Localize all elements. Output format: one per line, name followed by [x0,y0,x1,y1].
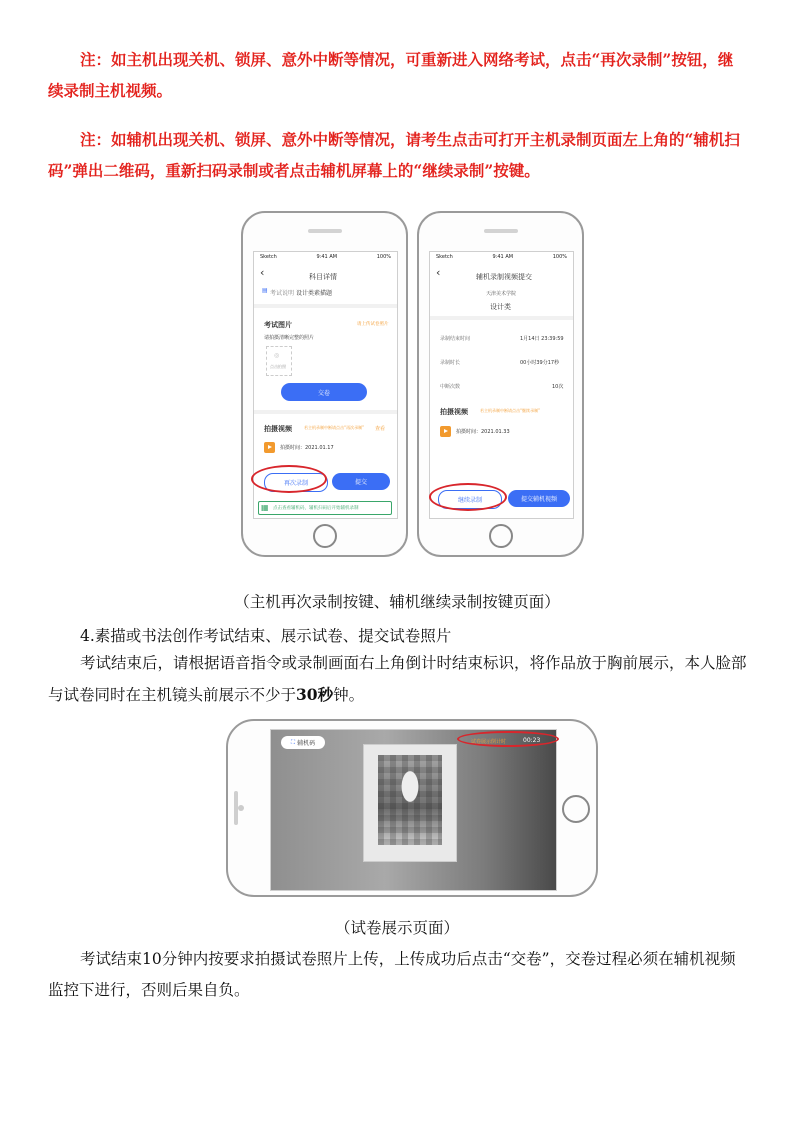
submit-paper-button[interactable]: 交卷 [281,383,367,401]
screen-title: 辅机录制视频提交 [476,273,532,281]
photos-title: 考试图片 [264,321,292,329]
phone-right-screen: Sketch 9:41 AM 100% ‹ 辅机录制视频提交 天津美术学院 设计类 录制结束时间 1月14日 23:39:59 录制时长 00小时39分17秒 中断次数 10次 拍摄视频 若主机录制中断请点击“继续录制” 拍摄时间：2021.01.33 继续录制 提交辅机视频 [429,251,574,519]
upload-photo-box[interactable]: ◎ 点击拍照 [266,346,292,376]
submit-aux-video-button[interactable]: 提交辅机视频 [508,490,570,507]
scan-tip-bar[interactable]: ▦ 点击查看辅机码，辅机扫码后开始辅机录制 [258,501,392,515]
back-icon[interactable]: ‹ [260,266,265,279]
phone-left [241,211,408,557]
category: 设计类 [490,303,511,311]
home-button[interactable] [562,795,590,823]
countdown-value: 00:23 [523,737,541,744]
figure-caption-2: （试卷展示页面） [334,919,459,937]
exam-note-icon: ▤ [262,287,268,294]
row-label: 录制时长 [440,360,461,366]
row-label: 中断次数 [440,384,461,390]
shot-time: 拍摄时间：2021.01.33 [456,429,510,435]
exam-paper-image [363,744,457,862]
pixelated-drawing [378,755,442,845]
paragraph-exam-end: 考试结束后，请根据语音指令或录制画面右上角倒计时结束标识，将作品放于胸前展示，本人脸部与试卷同时在主机镜头前展示不少于30秒钟。 [48,654,747,704]
video-hint: 若主机录制中断请点击“继续录制” [480,408,541,413]
note-aux-continue: 注：如辅机出现关机、锁屏、意外中断等情况，请考生点击可打开主机录制页面左上角的“辅机扫码”弹出二维码，重新扫码录制或者点击辅机屏幕上的“继续录制”按键。 [48,130,740,180]
video-title: 拍摄视频 [440,408,468,416]
video-title: 拍摄视频 [264,425,292,433]
highlight-continue [429,483,507,511]
highlight-rerecord [251,465,327,493]
exam-note-label: 考试说明 [270,290,295,297]
aux-code-button[interactable]: ⛶ 辅机码 [281,736,325,749]
video-hint: 若主机录制中断请点击“再次录制” [304,425,365,430]
countdown-label: 试卷展示倒计时 [471,739,507,745]
exam-note-value: 设计类素描题 [296,290,333,297]
phone-right [417,211,584,557]
shot-time: 拍摄时间：2021.01.17 [280,445,334,451]
row-label: 录制结束时间 [440,336,471,342]
row-value: 00小时39分17秒 [520,360,560,366]
play-icon[interactable] [264,442,275,453]
photos-hint: 请拍摄清晰完整的照片 [264,335,315,341]
submit-button[interactable]: 提交 [332,473,390,490]
note-main-rerecord: 注：如主机出现关机、锁屏、意外中断等情况，可重新进入网络考试，点击“再次录制”按钮，继续录制主机视频。 [48,50,734,100]
continue-record-button[interactable]: 继续录制 [438,490,502,509]
back-icon[interactable]: ‹ [436,266,441,279]
video-view-link[interactable]: 查看 [375,426,386,432]
screen-title: 科目详情 [309,273,337,281]
section-heading: 4.素描或书法创作考试结束、展示试卷、提交试卷照片 [80,627,452,645]
rerecord-button[interactable]: 再次录制 [264,473,328,492]
row-value: 1月14日 23:39:59 [520,336,564,342]
play-icon[interactable] [440,426,451,437]
home-button[interactable] [313,524,337,548]
phone-left-screen: Sketch 9:41 AM 100% ‹ 科目详情 ▤ 考试说明 设计类素描题 考试图片 请上传试卷照片 请拍摄清晰完整的照片 ◎ 点击拍照 交卷 拍摄视频 若主机录制中断请点击“再次录制” 查看 拍摄时间：2021.01.17 再次录制 提交 ▦ 点击查看辅机码，辅机扫码后开始辅机录制 [253,251,398,519]
school-name: 天津美术学院 [486,291,517,297]
qrcode-icon: ▦ [261,503,269,512]
paragraph-submit-paper: 考试结束10分钟内按要求拍摄试卷照片上传，上传成功后点击“交卷”，交卷过程必须在辅机视频监控下进行，否则后果自负。 [48,950,736,999]
camera-view [270,729,557,891]
row-value: 10次 [552,384,564,390]
phone-landscape [226,719,598,897]
camera-icon: ◎ [274,352,280,359]
figure-caption-1: （主机再次录制按键、辅机继续录制按键页面） [234,593,560,611]
highlight-countdown [457,731,559,747]
home-button[interactable] [489,524,513,548]
photos-right-hint: 请上传试卷照片 [357,322,389,327]
qrcode-icon: ⛶ [290,738,296,746]
